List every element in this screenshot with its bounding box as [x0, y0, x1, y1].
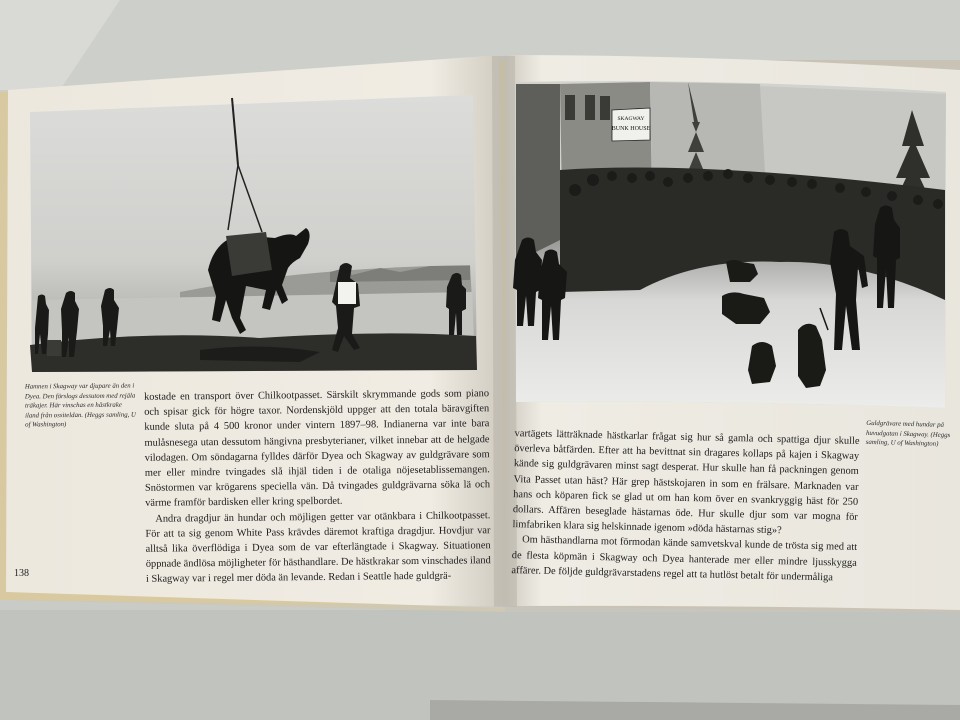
- left-page-body: [144, 386, 491, 587]
- svg-text:BUNK HOUSE: BUNK HOUSE: [611, 126, 651, 132]
- page-number: 138: [14, 568, 29, 579]
- right-paragraph-1: vartägets lätträknade hästkarlar frågat sig hur så gamla och spattiga djur skulle överleva båtfärden. Efter att ha bevittnat sin dragares kollaps på kajen i Skagway kände sig guldgrävaren minst sagt desperat. Hur skulle han få packningen genom Vita Passet utan häst? Här grep hästskojaren in som en frälsare. Marknaden var hans och köparen fick se glad ut om han kom över en svankryggig häst för 250 dollars. Affären beseglade hästarnas öde. Hur skulle djur som var mogna för limfabriken klara sig helskinnade igenom »döda hästarnas stig»?: [512, 428, 860, 537]
- right-page-body: [511, 426, 859, 586]
- svg-text:SKAGWAY: SKAGWAY: [617, 116, 645, 122]
- left-photo-caption: Hamnen i Skagway var djupare än den i Dyea. Den förslogs dessutom med rejäla träkajer. Här vinschas en hästkrake iland från ossiteldan. (Heggs samling, U of Washington): [24, 382, 136, 429]
- left-paragraph-2: Andra dragdjur än hundar och möjligen getter var otänkbara i Chilkootpasset. För att ta sig genom White Pass krävdes däremot kraftiga dragdjur. Hovdjur var alltså lika överflödiga i Dyea som de var efterlängtade i Skagway. Situationen öppnade ändlösa möjligheter för hästhandlare. De hästkrakar som vinschades iland i Skagway var i regel mer döda än levande. Redan i Seattle hade guldgrä-: [145, 509, 491, 586]
- right-photo-caption: Guldgrävare med hundar på huvudgatan i Skagway. (Heggs samling, U of Washington): [865, 419, 951, 448]
- right-paragraph-2: Om hästhandlarna mot förmodan kände samvetskval kunde de trösta sig med att de flesta köpmän i Skagway och Dyea hanterade mer eller mindre ljusskygga affärer. De följde guldgrävarstadens regel att ta hutlöst betalt för undermåliga: [511, 534, 858, 584]
- skagway-street-photo: [513, 81, 946, 408]
- harbor-horse-photo: [30, 95, 477, 372]
- left-paragraph-1: kostade en transport över Chilkootpasset. Särskilt skrymmande gods som piano och spisar gick för högre taxor. Nordenskjöld uppger att den totala bäravgiften kunde sluta på 4 500 kronor under vintern 1897–98. Indianerna var inte bara mulåsnesega utan dessutom hängivna presbyterianer, vilket innebar att de helgade vilodagen. Om söndagarna fylldes därför Dyea och Skagway av guldgrävare som mer eller mindre tvingades slå ihjäl tiden i de otaliga nöjesetablissemangen. Snöstormen var krögarens speciella vän. Då tvingades guldgrävarna söka lä och värme framför bardisken eller kring spelbordet.: [143, 388, 491, 510]
